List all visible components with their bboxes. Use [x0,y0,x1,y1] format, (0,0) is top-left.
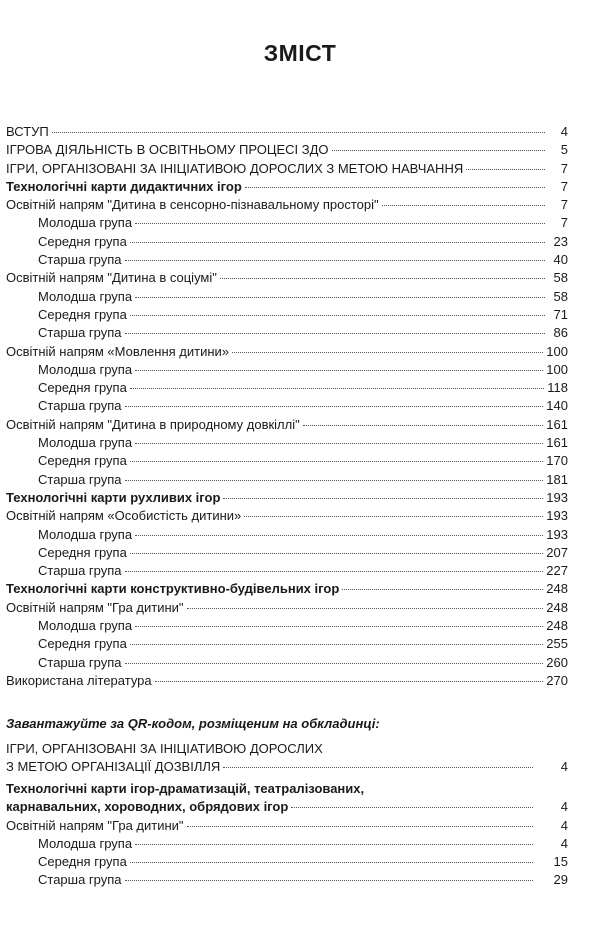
dot-leader [332,150,545,151]
toc-entry[interactable] [6,160,568,178]
dot-leader [135,535,543,536]
entry-label: Старша група [38,398,122,414]
page-number: 4 [560,817,568,833]
page-number: 4 [560,124,568,139]
entry-label: Освітній напрям "Гра дитини" [6,599,184,615]
page-number: 86 [553,325,568,341]
page-number: 71 [553,306,568,322]
entry-label: ІГРОВА ДІЯЛЬНІСТЬ В ОСВІТНЬОМУ ПРОЦЕСІ ЗДО [6,142,329,158]
extra-heading-line2: З МЕТОЮ ОРГАНІЗАЦІЇ ДОЗВІЛЛЯ [6,759,221,774]
dot-leader [223,767,533,768]
entry-label: Використана література [6,672,152,688]
entry-label: Молодша група [38,215,133,231]
entry-label: Старша група [38,325,122,341]
dot-leader [232,352,543,353]
entry-label: Середня група [38,854,127,870]
page-number: 227 [546,563,568,579]
page-number: 193 [546,489,568,505]
extra-heading-row[interactable] [6,758,568,776]
page-number: 100 [546,361,568,377]
toc-entry[interactable] [6,580,568,598]
dot-leader [466,169,545,170]
dot-leader [130,461,543,462]
entry-label: Середня група [38,306,127,322]
dot-leader [125,480,544,481]
toc-subentry[interactable] [6,288,568,306]
page-number: 207 [546,544,568,560]
page-number: 193 [546,508,568,524]
page-number: 29 [553,872,568,888]
entry-label: Старша група [38,654,122,670]
page-number: 15 [553,854,568,870]
entry-label: Старша група [38,872,122,888]
page-number: 7 [560,197,568,213]
dot-leader [342,589,543,590]
toc-subentry[interactable] [6,562,568,580]
extra-heading-line1: ІГРИ, ОРГАНІЗОВАНІ ЗА ІНІЦІАТИВОЮ ДОРОСЛИХ [6,741,323,756]
dot-leader [125,663,544,664]
entry-label: Середня група [38,380,127,396]
page-number: 40 [553,252,568,268]
download-note: Завантажуйте за QR-кодом, розміщеним на обкладинці: [6,716,380,731]
toc-entry[interactable] [6,196,568,214]
dot-leader [155,681,544,682]
extra-cards-line1: Технологічні карти ігор-драматизацій, театралізованих, [6,781,365,797]
entry-label: Освітній напрям «Мовлення дитини» [6,343,230,359]
toc-subentry[interactable] [6,617,568,635]
page-number: 248 [546,618,568,634]
dot-leader [187,608,544,609]
entry-label: Освітній напрям «Особистість дитини» [6,508,242,524]
toc-entry[interactable] [6,178,568,196]
page-number: 255 [546,636,568,652]
dot-leader [125,880,533,881]
entry-label: Середня група [38,453,127,469]
downloadable-contents [6,740,568,890]
page-number: 4 [560,759,568,774]
toc-entry[interactable] [6,672,568,690]
dot-leader [125,571,544,572]
page-number: 4 [560,799,568,815]
dot-leader [245,187,545,188]
dot-leader [130,862,533,863]
dot-leader [135,443,543,444]
toc-subentry[interactable] [6,544,568,562]
entry-label: Освітній напрям "Дитина в соціумі" [6,270,217,286]
dot-leader [220,278,545,279]
toc-entry[interactable] [6,416,568,434]
page-number: 270 [546,672,568,688]
entry-label: Молодша група [38,835,133,851]
entry-label: Освітній напрям "Дитина в сенсорно-пізнавальному просторі" [6,197,379,213]
entry-label: Освітній напрям "Гра дитини" [6,817,184,833]
toc-entry[interactable] [6,343,568,361]
page-number: 161 [546,416,568,432]
toc-subentry[interactable] [6,251,568,269]
dot-leader [244,516,543,517]
dot-leader [130,644,543,645]
entry-label: Старша група [38,471,122,487]
toc-entry[interactable] [6,599,568,617]
toc-subentry[interactable] [6,379,568,397]
dot-leader [52,132,545,133]
dot-leader [125,260,545,261]
entry-label: Старша група [38,252,122,268]
dot-leader [125,333,545,334]
page-number: 248 [546,581,568,597]
toc-subentry[interactable] [6,397,568,415]
toc-subentry[interactable] [6,306,568,324]
page-number: 7 [560,178,568,194]
dot-leader [303,425,544,426]
dot-leader [135,370,543,371]
toc-entry[interactable] [6,269,568,287]
entry-label: Молодша група [38,526,133,542]
toc-entry[interactable] [6,123,568,141]
dot-leader [291,807,533,808]
toc-subentry[interactable] [6,361,568,379]
entry-label: ВСТУП [6,124,49,139]
dot-leader [125,406,544,407]
entry-label: Середня група [38,636,127,652]
dot-leader [130,553,543,554]
entry-label: Технологічні карти дидактичних ігор [6,178,242,194]
toc-subentry[interactable] [6,835,568,853]
dot-leader [135,844,533,845]
extra-cards-row[interactable] [6,798,568,816]
toc-subentry[interactable] [6,471,568,489]
dot-leader [130,242,545,243]
page-number: 7 [560,215,568,231]
page-number: 4 [560,835,568,851]
entry-label: Середня група [38,233,127,249]
page-number: 5 [560,142,568,158]
toc-subentry[interactable] [6,654,568,672]
toc-subentry[interactable] [6,324,568,342]
page-number: 260 [546,654,568,670]
page-number: 7 [560,160,568,176]
dot-leader [135,223,545,224]
entry-label: Молодша група [38,435,133,451]
toc-subentry[interactable] [6,635,568,653]
entry-label: Старша група [38,563,122,579]
toc-subentry[interactable] [6,452,568,470]
page-number: 58 [553,288,568,304]
table-of-contents [6,123,568,690]
toc-entry[interactable] [6,507,568,525]
dot-leader [187,826,533,827]
toc-entry[interactable] [6,817,568,835]
page-number: 140 [546,398,568,414]
dot-leader [135,297,545,298]
dot-leader [130,315,545,316]
dot-leader [382,205,545,206]
dot-leader [130,388,544,389]
toc-subentry[interactable] [6,871,568,889]
toc-subentry[interactable] [6,233,568,251]
entry-label: Технологічні карти конструктивно-будівельних ігор [6,581,340,597]
toc-subentry[interactable] [6,214,568,232]
page-number: 118 [547,380,568,396]
entry-label: ІГРИ, ОРГАНІЗОВАНІ ЗА ІНІЦІАТИВОЮ ДОРОСЛИХ З МЕТОЮ НАВЧАННЯ [6,160,464,176]
entry-label: Освітній напрям "Дитина в природному довкіллі" [6,416,300,432]
toc-subentry[interactable] [6,434,568,452]
page-number: 23 [553,233,568,249]
toc-entry[interactable] [6,489,568,507]
toc-entry[interactable] [6,141,568,159]
dot-leader [223,498,543,499]
toc-subentry[interactable] [6,526,568,544]
page-title: ЗМІСТ [263,40,337,66]
extra-items [6,817,568,890]
page-number: 193 [546,526,568,542]
entry-label: Молодша група [38,618,133,634]
page-number: 100 [546,343,568,359]
page-number: 161 [546,435,568,451]
extra-cards-line2: карнавальних, хороводних, обрядових ігор [6,799,289,815]
page-number: 58 [553,270,568,286]
entry-label: Молодша група [38,361,133,377]
dot-leader [135,626,543,627]
entry-label: Середня група [38,544,127,560]
page-number: 170 [546,453,568,469]
page-number: 181 [546,471,568,487]
entry-label: Молодша група [38,288,133,304]
entry-label: Технологічні карти рухливих ігор [6,489,221,505]
page-number: 248 [546,599,568,615]
toc-subentry[interactable] [6,853,568,871]
